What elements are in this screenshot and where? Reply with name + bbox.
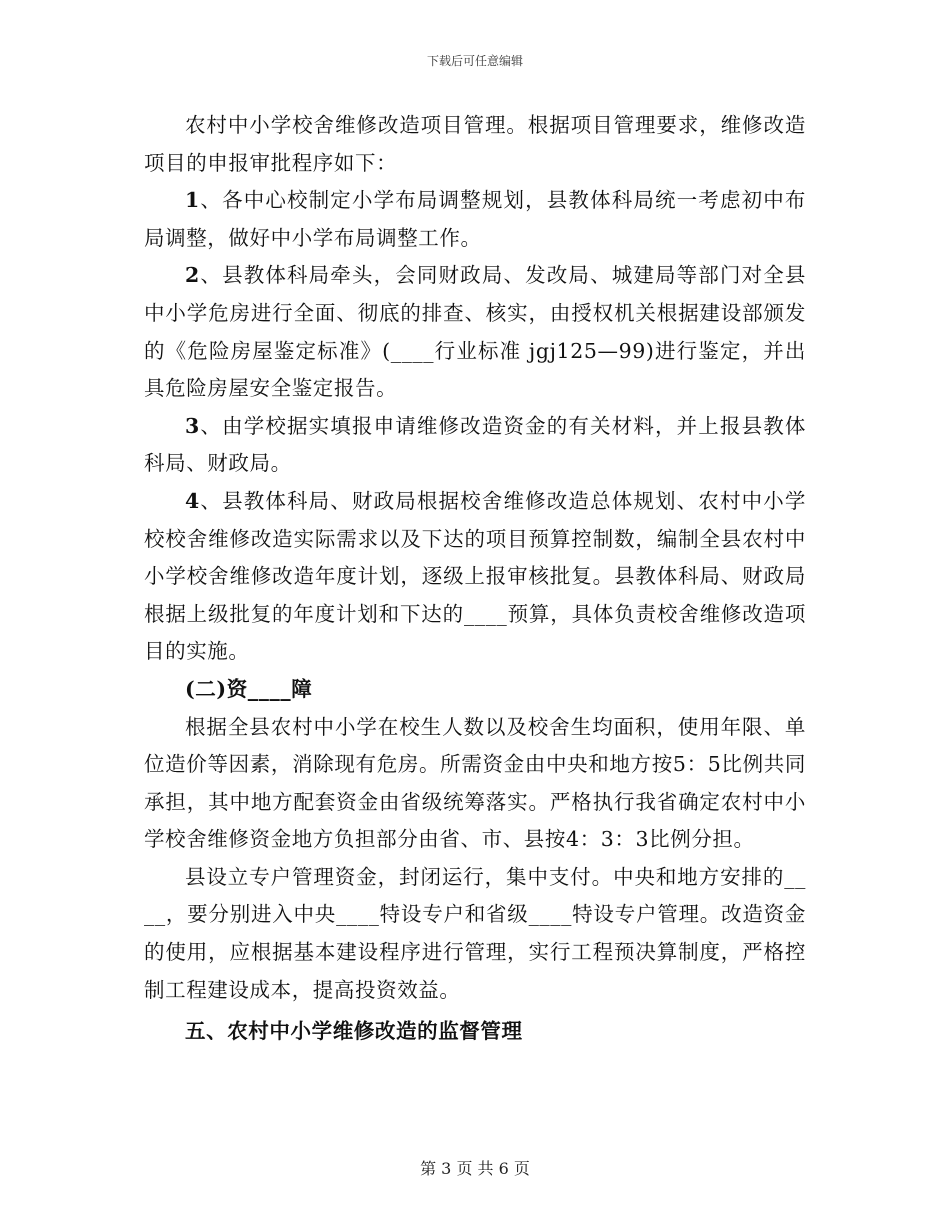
list-item <box>144 182 806 257</box>
item-number: 3 <box>185 413 200 438</box>
item-text: 、各中心校制定小学布局调整规划，县教体科局统一考虑初中布局调整，做好中小学布局调整工作。 <box>144 188 806 250</box>
page-number: 第 3 页 共 6 页 <box>420 1159 530 1178</box>
section-heading: (二)资____障 <box>185 676 313 701</box>
document-body <box>144 107 806 1051</box>
item-text: 、由学校据实填报申请维修改造资金的有关材料，并上报县教体科局、财政局。 <box>144 413 806 476</box>
intro-paragraph: 农村中小学校舍维修改造项目管理。根据项目管理要求，维修改造项目的申报审批程序如下： <box>144 113 806 175</box>
list-item <box>144 257 806 407</box>
item-text: 、县教体科局牵头，会同财政局、发改局、城建局等部门对全县中小学危房进行全面、彻底的排查、核实，由授权机关根据建设部颁发的《危险房屋鉴定标准》(____行业标准 jgj125—99)进行鉴定，并出具危险房屋安全鉴定报告。 <box>144 263 806 401</box>
item-number: 2 <box>185 263 200 288</box>
section-heading: 五、农村中小学维修改造的监督管理 <box>185 1019 523 1044</box>
body-paragraph: 根据全县农村中小学在校生人数以及校舍生均面积，使用年限、单位造价等因素，消除现有危房。所需资金由中央和地方按5：5比例共同承担，其中地方配套资金由省级统筹落实。严格执行我省确定农村中小学校舍维修资金地方负担部分由省、市、县按4：3：3比例分担。 <box>144 714 806 852</box>
item-text: 、县教体科局、财政局根据校舍维修改造总体规划、农村中小学校校舍维修改造实际需求以及下达的项目预算控制数，编制全县农村中小学校舍维修改造年度计划，逐级上报审核批复。县教体科局、财政局根据上级批复的年度计划和下达的____预算，具体负责校舍维修改造项目的实施。 <box>144 488 806 664</box>
item-number: 4 <box>185 488 200 513</box>
list-item <box>144 408 806 483</box>
body-paragraph: 县设立专户管理资金，封闭运行，集中支付。中央和地方安排的____，要分别进入中央____特设专户和省级____特设专户管理。改造资金的使用，应根据基本建设程序进行管理，实行工程预决算制度，严格控制工程建设成本，提高投资效益。 <box>144 864 806 1002</box>
header-note: 下载后可任意编辑 <box>426 54 523 68</box>
list-item <box>144 483 806 671</box>
item-number: 1 <box>185 188 200 213</box>
